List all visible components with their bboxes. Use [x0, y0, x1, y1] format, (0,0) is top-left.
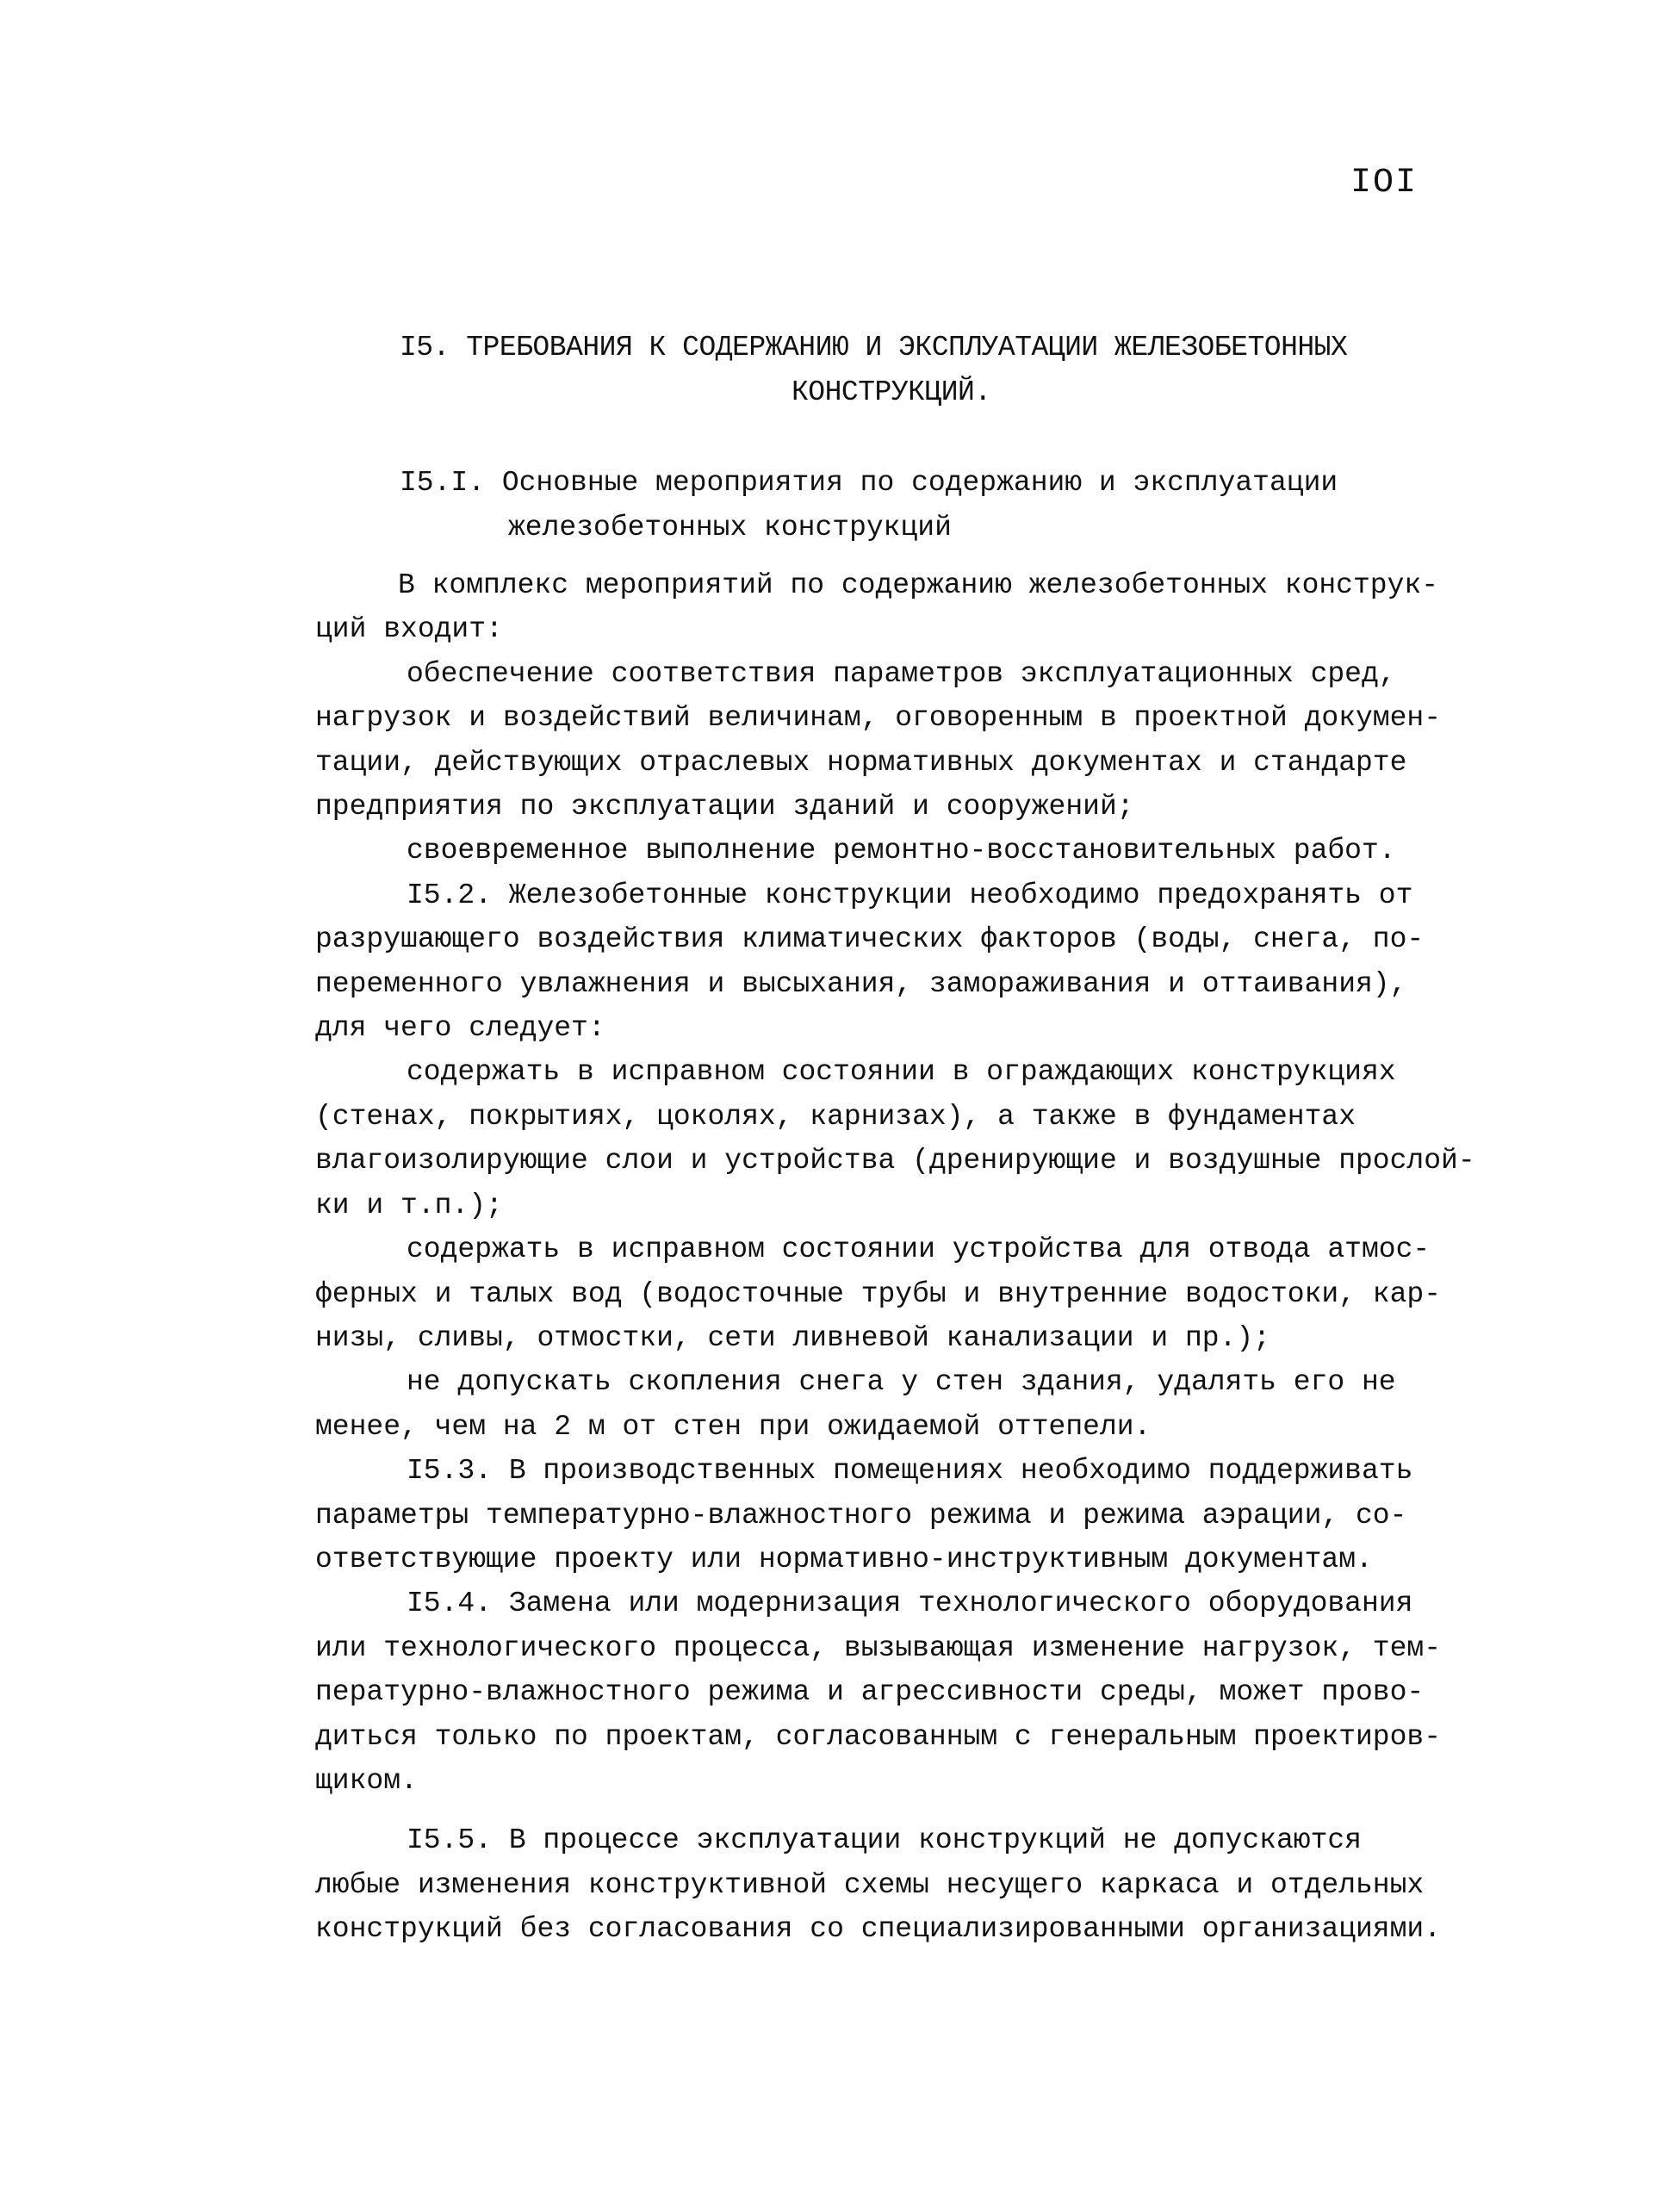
- body-line: ки и т.п.);: [315, 1189, 503, 1221]
- subsection-heading-line-1: I5.I. Основные мероприятия по содержанию и эксплуатации: [400, 467, 1338, 499]
- subsection-heading: [400, 461, 1338, 550]
- body-line: I5.5. В процессе эксплуатации конструкций не допускаются: [407, 1824, 1362, 1857]
- body-line: В комплекс мероприятий по содержанию железобетонных конструк-: [398, 569, 1438, 601]
- body-line: I5.4. Замена или модернизация технологического оборудования: [407, 1588, 1413, 1620]
- body-line: параметры температурно-влажностного режима и режима аэрации, со-: [315, 1499, 1407, 1532]
- body-line: или технологического процесса, вызывающая изменение нагрузок, тем-: [315, 1631, 1442, 1664]
- body-line: для чего следует:: [315, 1012, 605, 1045]
- body-line: пературно-влажностного режима и агрессивности среды, может прово-: [315, 1676, 1425, 1709]
- body-line: нагрузок и воздействий величинам, оговоренным в проектной докумен-: [315, 702, 1442, 735]
- body-line: переменного увлажнения и высыхания, замораживания и оттаивания),: [315, 967, 1407, 1000]
- subsection-heading-line-2: железобетонных конструкций: [508, 512, 952, 544]
- body-line: влагоизолирующие слои и устройства (дренирующие и воздушные прослой-: [315, 1145, 1475, 1177]
- body-line: ций входит:: [315, 613, 503, 646]
- body-line: содержать в исправном состоянии в ограждающих конструкциях: [407, 1056, 1396, 1089]
- body-line: обеспечение соответствия параметров эксплуатационных сред,: [407, 657, 1396, 690]
- body-text: [315, 563, 1547, 1952]
- body-line: предприятия по эксплуатации зданий и сооружений;: [315, 791, 1134, 823]
- body-line: любые изменения конструктивной схемы несущего каркаса и отдельных: [315, 1868, 1425, 1901]
- page-number: IOI: [1350, 164, 1419, 202]
- body-line: менее, чем на 2 м от стен при ожидаемой оттепели.: [315, 1410, 1152, 1443]
- body-line: I5.2. Железобетонные конструкции необходимо предохранять от: [407, 879, 1413, 911]
- body-line: содержать в исправном состоянии устройства для отвода атмос-: [407, 1233, 1431, 1266]
- body-line: диться только по проектам, согласованным с генеральным проектиров-: [315, 1720, 1442, 1753]
- body-line: разрушающего воздействия климатических факторов (воды, снега, по-: [315, 923, 1425, 956]
- section-heading-line-1: I5. ТРЕБОВАНИЯ К СОДЕРЖАНИЮ И ЭКСПЛУАТАЦИИ ЖЕЛЕЗОБЕТОННЫХ: [400, 332, 1348, 363]
- body-line: ответствующие проекту или нормативно-инструктивным документам.: [315, 1543, 1373, 1575]
- section-heading: [400, 326, 1545, 415]
- body-line: тации, действующих отраслевых нормативных документах и стандарте: [315, 746, 1407, 779]
- body-line: не допускать скопления снега у стен здания, удалять его не: [407, 1366, 1396, 1399]
- body-line: низы, сливы, отмостки, сети ливневой канализации и пр.);: [315, 1321, 1270, 1354]
- body-line: (стенах, покрытиях, цоколях, карнизах), а также в фундаментах: [315, 1100, 1356, 1133]
- body-line: конструкций без согласования со специализированными организациями.: [315, 1913, 1442, 1946]
- body-line: щиком.: [315, 1764, 418, 1797]
- body-line: ферных и талых вод (водосточные трубы и внутренние водостоки, кар-: [315, 1277, 1442, 1310]
- body-line: I5.3. В производственных помещениях необходимо поддерживать: [407, 1455, 1413, 1488]
- section-heading-line-2: КОНСТРУКЦИЙ.: [792, 376, 991, 408]
- body-line: своевременное выполнение ремонтно-восстановительных работ.: [407, 835, 1396, 867]
